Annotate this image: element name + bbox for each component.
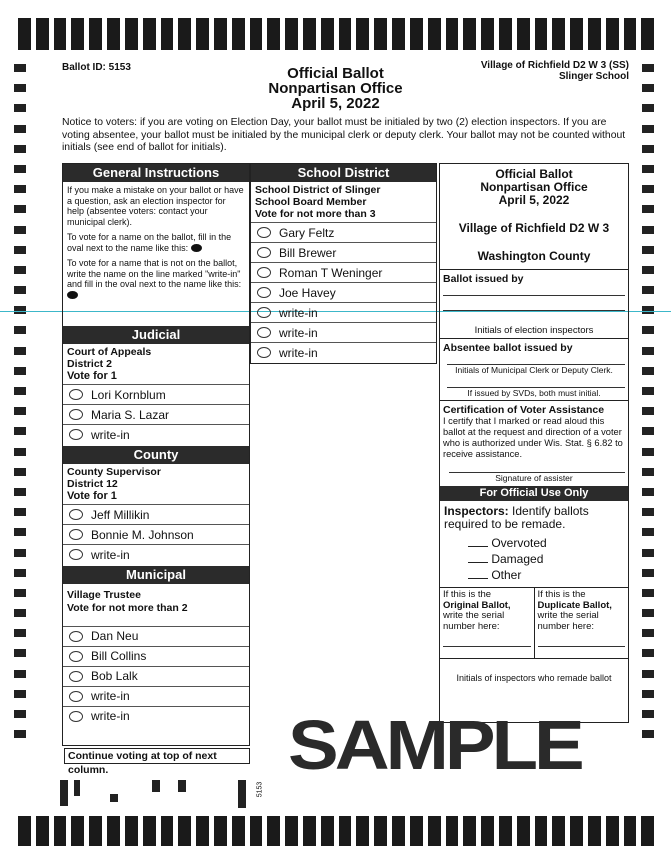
official-use-heading: For Official Use Only (440, 486, 628, 501)
blank-line[interactable] (468, 562, 488, 563)
code-mark (178, 780, 186, 792)
candidate-name: Bonnie M. Johnson (91, 527, 194, 542)
candidate-name: Lori Kornblum (91, 387, 166, 402)
candidate-row[interactable] (63, 626, 249, 646)
instructions-p3 (67, 258, 245, 300)
date: April 5, 2022 (291, 95, 380, 112)
oval[interactable] (69, 409, 83, 420)
serial-boxes (440, 587, 628, 658)
candidate-row[interactable] (63, 404, 249, 424)
candidate-name: Gary Feltz (279, 225, 335, 240)
signature-label: Signature of assister (495, 473, 573, 483)
code-mark (60, 780, 68, 806)
right-village: Village of Richfield D2 W 3 (458, 221, 610, 235)
oval[interactable] (257, 267, 271, 278)
county-vote: Vote for 1 (67, 490, 117, 502)
top-timing-marks (18, 18, 654, 50)
identify-text: Identify ballots required to be remade. (444, 504, 589, 531)
candidate-name: Bill Brewer (279, 245, 337, 260)
right-date: April 5, 2022 (498, 193, 570, 207)
notice-text: Notice to voters: if you are voting on Election Day, your ballot must be initialed by two (2) election inspectors. If you are voting absentee, your ballot must be initialed by the municipal clerk or deputy clerk. Your ballot may not be counted without initials (see end of ballot for initials). (62, 117, 626, 153)
write-in-label: write-in (91, 427, 130, 442)
cert-text: I certify that I marked or read aloud this ballot at the request and direction of a voter who is authorized under Wis. Stat. § 6.82 to receive assistance. (443, 416, 623, 459)
right-title-block (440, 164, 628, 207)
orig-line1: If this is the (443, 589, 492, 600)
right-column (439, 163, 629, 723)
candidate-row[interactable] (251, 242, 436, 262)
instructions-p2 (67, 232, 245, 253)
candidate-row[interactable] (63, 646, 249, 666)
blank-line[interactable] (468, 578, 488, 579)
instructions (63, 182, 249, 326)
instructions-heading: General Instructions (63, 164, 249, 182)
absentee-label: Absentee ballot issued by (443, 342, 573, 354)
ballot-id: Ballot ID: 5153 (62, 62, 131, 73)
candidate-row[interactable] (63, 686, 249, 706)
municipal-race: Village Trustee (67, 589, 141, 601)
subtitle: Nonpartisan Office (268, 80, 403, 97)
oval[interactable] (257, 227, 271, 238)
filled-oval-icon (191, 244, 202, 252)
right-timing-marks (642, 64, 654, 744)
original-ballot-box (440, 588, 535, 658)
county-district: District 12 (67, 477, 118, 490)
school-vote: Vote for not more than 3 (255, 208, 376, 220)
school-race-2: School Board Member (255, 195, 367, 208)
candidate-name: Dan Neu (91, 629, 139, 643)
dup-line1: If this is the (537, 589, 586, 600)
judicial-vote: Vote for 1 (67, 370, 117, 382)
candidate-row[interactable] (251, 302, 436, 322)
oval[interactable] (69, 549, 83, 560)
oval[interactable] (69, 509, 83, 520)
judicial-heading: Judicial (63, 326, 249, 344)
write-in-label: write-in (279, 345, 318, 360)
title: Official Ballot (287, 65, 384, 82)
initials-label: Initials of election inspectors (440, 325, 628, 339)
oval[interactable] (257, 307, 271, 318)
middle-column (250, 163, 437, 364)
instructions-p3-text: To vote for a name that is not on the ballot, write the name on the line marked "write-in" and fill in the oval next to the name like this: (67, 258, 242, 289)
other-label: Other (491, 568, 522, 582)
school-race-1: School District of Slinger (255, 184, 381, 196)
code-mark (238, 780, 246, 808)
county-race: County Supervisor (67, 466, 161, 478)
code-mark (152, 780, 160, 792)
sample-stamp: SAMPLE (288, 706, 581, 785)
candidate-name: Roman T Weninger (279, 265, 383, 280)
ballot-title (0, 66, 671, 111)
candidate-row[interactable] (63, 524, 249, 544)
oval[interactable] (257, 347, 271, 358)
candidate-name: Jeff Millikin (91, 507, 150, 522)
blank-line[interactable] (468, 546, 488, 547)
filled-oval-icon (67, 291, 78, 299)
orig-line3: write the serial number here: (443, 610, 505, 632)
clerk-label: Initials of Municipal Clerk or Deputy Clerk. (455, 365, 613, 375)
right-title: Official Ballot (495, 167, 573, 181)
candidate-row[interactable] (63, 504, 249, 524)
right-county: Washington County (477, 249, 591, 263)
oval[interactable] (69, 651, 83, 662)
candidate-row[interactable] (63, 666, 249, 686)
oval[interactable] (69, 691, 83, 702)
orig-line2: Original Ballot, (443, 599, 511, 611)
candidate-row[interactable] (251, 342, 436, 362)
oval[interactable] (257, 327, 271, 338)
judicial-race: Court of Appeals (67, 346, 152, 358)
write-in-label: write-in (91, 547, 130, 562)
school-label: Slinger School (558, 71, 629, 82)
dup-line3: write the serial number here: (537, 610, 599, 632)
certification-box (440, 400, 628, 486)
inspectors-label: Inspectors: (444, 504, 509, 518)
county-heading: County (63, 446, 249, 464)
municipal-vote: Vote for not more than 2 (67, 601, 188, 614)
duplicate-ballot-box (535, 588, 629, 658)
candidate-row[interactable] (63, 544, 249, 564)
candidate-row[interactable] (63, 706, 249, 726)
oval[interactable] (257, 247, 271, 258)
oval[interactable] (69, 631, 83, 642)
overvoted-row[interactable] (468, 535, 628, 551)
judicial-district: District 2 (67, 357, 112, 370)
svd-label: If issued by SVDs, both must initial. (467, 388, 601, 398)
damaged-label: Damaged (491, 552, 544, 566)
code-mark (74, 780, 80, 796)
school-heading: School District (251, 164, 436, 182)
code-mark (110, 794, 118, 802)
left-column (62, 163, 250, 746)
oval[interactable] (69, 429, 83, 440)
remade-initials: Initials of inspectors who remade ballot (440, 658, 628, 683)
write-in-label: write-in (91, 689, 130, 703)
other-row[interactable] (468, 567, 628, 583)
candidate-row[interactable] (251, 262, 436, 282)
village-label: Village of Richfield D2 W 3 (SS) (480, 60, 629, 71)
write-in-label: write-in (91, 709, 130, 723)
instructions-p2-text: To vote for a name on the ballot, fill in the oval next to the name like this: (67, 232, 232, 253)
overvoted-label: Overvoted (491, 536, 547, 550)
dup-line2: Duplicate Ballot, (537, 599, 612, 611)
serial-line[interactable] (443, 646, 531, 647)
candidate-row[interactable] (251, 282, 436, 302)
oval[interactable] (69, 529, 83, 540)
candidate-name: Maria S. Lazar (91, 407, 170, 422)
write-in-label: write-in (279, 305, 318, 320)
left-timing-marks (14, 64, 26, 744)
candidate-name: Bob Lalk (91, 669, 138, 683)
cert-title: Certification of Voter Assistance (443, 404, 605, 416)
oval[interactable] (69, 389, 83, 400)
signature-line[interactable] (443, 310, 625, 311)
remade-options (440, 535, 628, 583)
serial-vertical: 5153 (256, 781, 264, 798)
oval[interactable] (69, 711, 83, 722)
write-in-label: write-in (279, 325, 318, 340)
candidate-row[interactable] (63, 384, 249, 404)
signature-line[interactable] (443, 295, 625, 296)
candidate-name: Joe Havey (279, 285, 336, 300)
inspectors-text (440, 501, 628, 531)
bottom-timing-marks (18, 816, 654, 846)
right-subtitle: Nonpartisan Office (480, 180, 588, 194)
oval[interactable] (257, 287, 271, 298)
candidate-name: Bill Collins (91, 649, 147, 663)
serial-line[interactable] (538, 646, 626, 647)
ballot-issued-box (440, 269, 628, 325)
damaged-row[interactable] (468, 551, 628, 567)
candidate-row[interactable] (251, 322, 436, 342)
oval[interactable] (69, 671, 83, 682)
candidate-row[interactable] (63, 424, 249, 444)
absentee-box (440, 339, 628, 400)
continue-note: Continue voting at top of next column. (64, 748, 250, 764)
instructions-p1: If you make a mistake on your ballot or have a question, ask an election inspector for help (absentee voters: contact your municipal clerk). (67, 185, 244, 227)
municipal-heading: Municipal (63, 566, 249, 584)
issued-by-label: Ballot issued by (443, 273, 524, 285)
candidate-row[interactable] (251, 222, 436, 242)
